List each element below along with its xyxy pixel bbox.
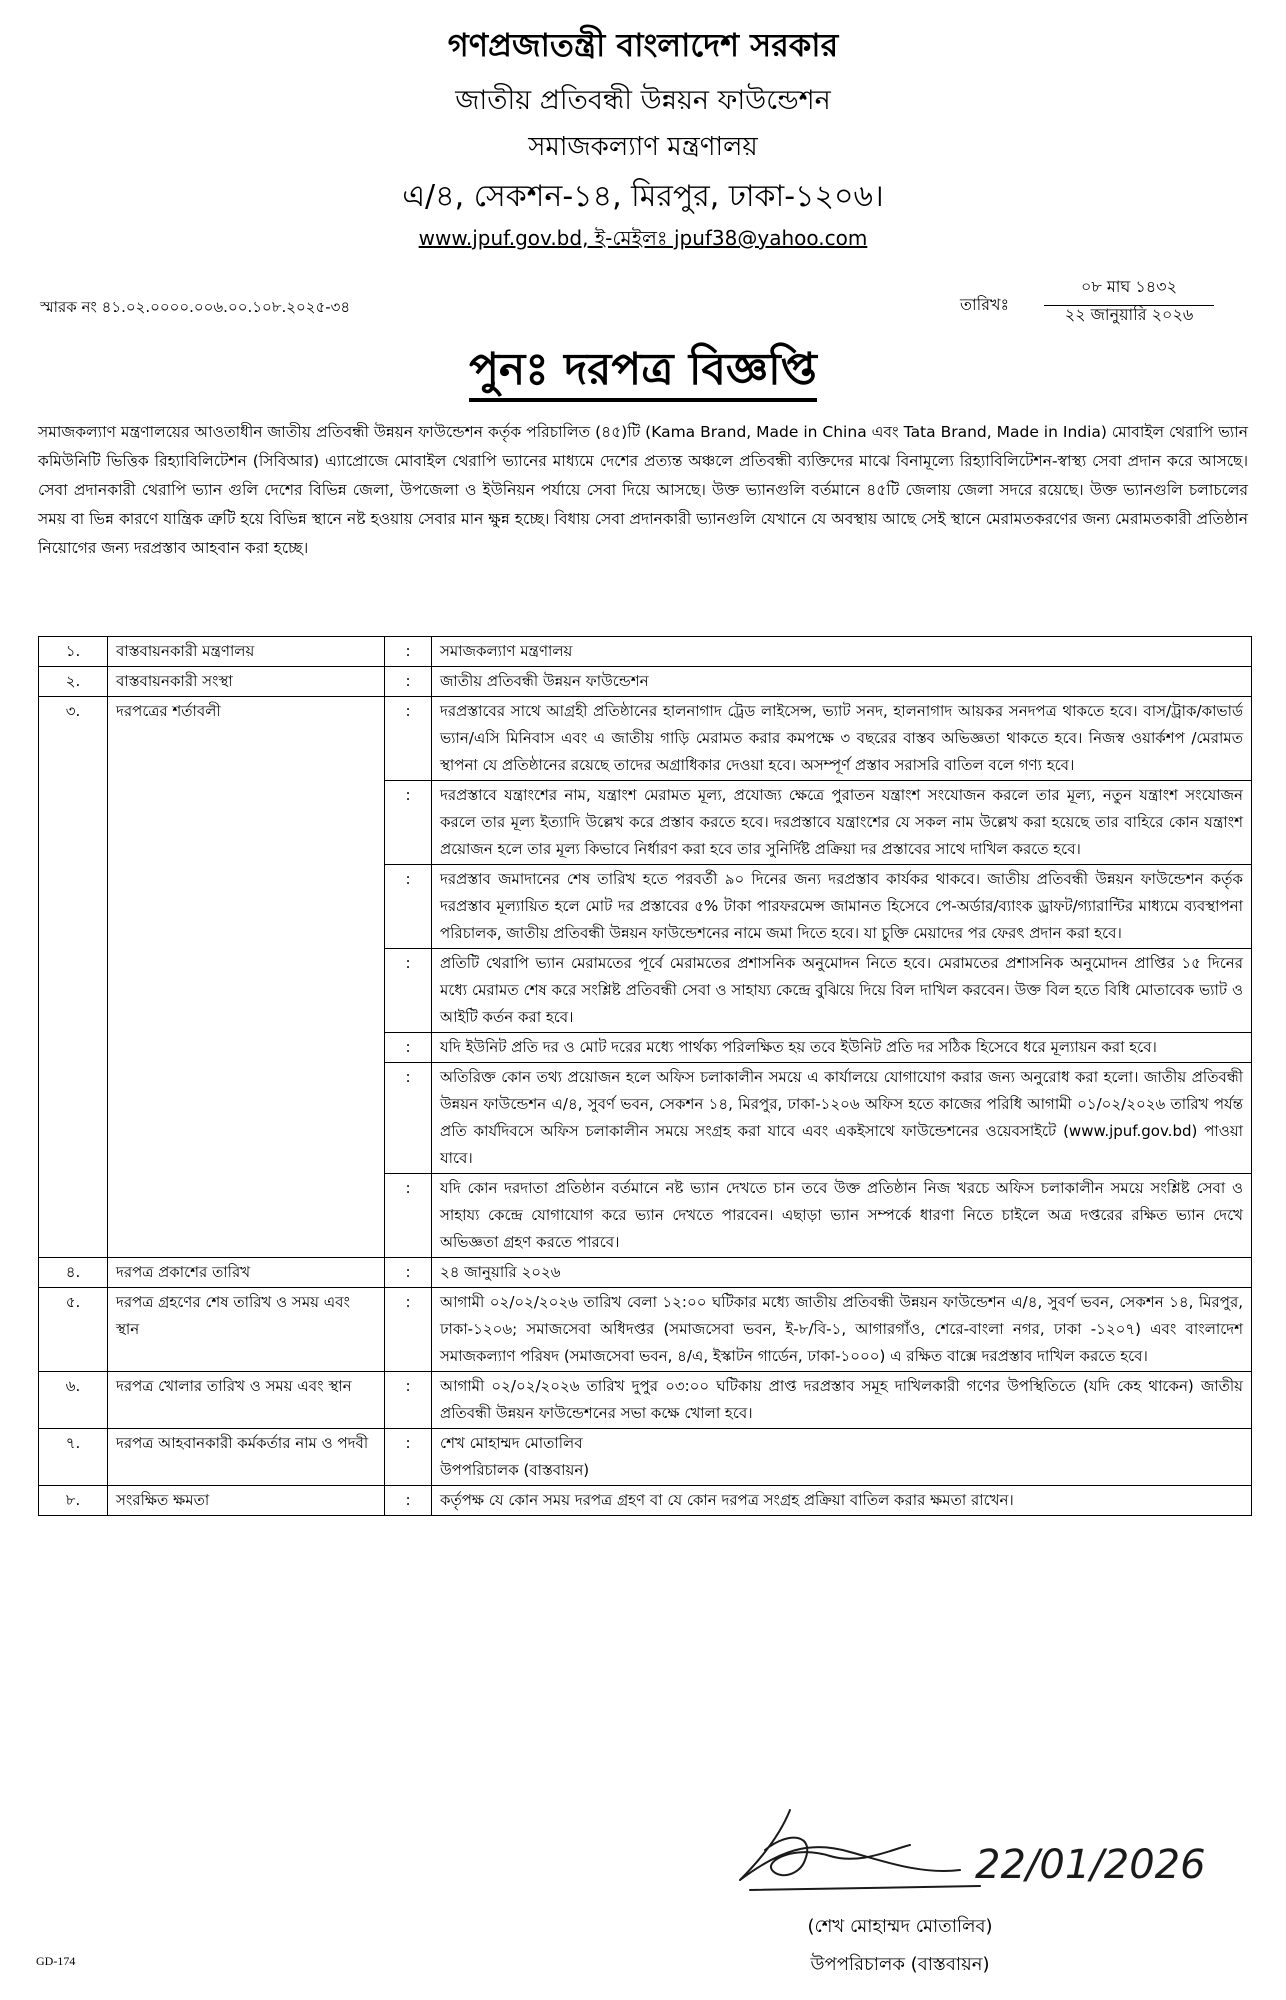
ministry-name: সমাজকল্যাণ মন্ত্রণালয় — [528, 132, 758, 162]
row-colon: : — [385, 637, 432, 667]
row-label: বাস্তবায়নকারী মন্ত্রণালয় — [108, 637, 385, 667]
notice-title: পুনঃ দরপত্র বিজ্ঞপ্তি — [469, 344, 817, 402]
memo-number: স্মারক নং ৪১.০২.০০০০.০০৬.০০.১০৮.২০২৫-৩৪ — [40, 298, 351, 316]
officer-designation: উপপরিচালক (বাস্তবায়ন) — [440, 1461, 590, 1479]
table-row — [39, 1372, 1252, 1429]
row-value: আগামী ০২/০২/২০২৬ তারিখ বেলা ১২:০০ ঘটিকার মধ্যে জাতীয় প্রতিবন্ধী উন্নয়ন ফাউন্ডেশন এ/৪, সুবর্ণ ভবন, সেকশন ১৪, মিরপুর, ঢাকা-১২০৬; সমাজসেবা অধিদপ্তর (সমাজসেবা ভবন, ই-৮/বি-১, আগারগাঁও, শেরে-বাংলা নগর, ঢাকা -১২০৭) এবং বাংলাদেশ সমাজকল্যাণ পরিষদ (সমাজসেবা ভবন, ৪/এ, ইস্কাটন গার্ডেন, ঢাকা-১০০০) এ রক্ষিত বাক্সে দরপ্রস্তাব দাখিল করতে হবে। — [432, 1288, 1252, 1372]
terms-table — [38, 636, 1252, 1516]
table-row — [39, 1486, 1252, 1516]
organization-name: জাতীয় প্রতিবন্ধী উন্নয়ন ফাউন্ডেশন — [455, 85, 831, 116]
row-label: দরপত্র গ্রহণের শেষ তারিখ ও সময় এবং স্থান — [108, 1288, 385, 1372]
row-colon: : — [385, 1174, 432, 1258]
handwritten-signature — [720, 1790, 1240, 1910]
row-value: সমাজকল্যাণ মন্ত্রণালয় — [432, 637, 1252, 667]
table-row — [39, 1288, 1252, 1372]
office-address: এ/৪, সেকশন-১৪, মিরপুর, ঢাকা-১২০৬। — [402, 179, 884, 214]
table-row — [39, 1258, 1252, 1288]
web-email-link[interactable]: www.jpuf.gov.bd, ই-মেইলঃ jpuf38@yahoo.com — [418, 226, 868, 250]
condition-item: দরপ্রস্তাবের সাথে আগ্রহী প্রতিষ্ঠানের হালনাগাদ ট্রেড লাইসেন্স, ভ্যাট সনদ, হালনাগাদ আয়কর সনদপত্র থাকতে হবে। বাস/ট্রাক/কাভার্ড ভ্যান/এসি মিনিবাস এবং এ জাতীয় গাড়ি মেরামত করার কমপক্ষে ৩ বছরের বাস্তব অভিজ্ঞতা থাকতে হবে। নিজস্ব ওয়ার্কশপ /মেরামত স্থাপনা যে প্রতিষ্ঠানের রয়েছে তাদের অগ্রাধিকার দেওয়া হবে। অসম্পূর্ণ প্রস্তাব সরাসরি বাতিল বলে গণ্য হবে। — [432, 697, 1252, 781]
row-number: ৭. — [39, 1429, 108, 1486]
row-colon: : — [385, 1429, 432, 1486]
table-row — [39, 697, 1252, 781]
signature-date: 22/01/2026 — [975, 1842, 1206, 1888]
signatory-name: (শেখ মোহাম্মদ মোতালিব) — [807, 1916, 993, 1937]
condition-item: অতিরিক্ত কোন তথ্য প্রয়োজন হলে অফিস চলাকালীন সময়ে এ কার্যালয়ে যোগাযোগ করার জন্য অনুরোধ করা হলো। জাতীয় প্রতিবন্ধী উন্নয়ন ফাউন্ডেশন এ/৪, সুবর্ণ ভবন, সেকশন ১৪, মিরপুর, ঢাকা-১২০৬ অফিস হতে কাজের পরিধি আগামী ০১/০২/২০২৬ তারিখ পর্যন্ত প্রতি কার্যদিবসে অফিস চলাকালীন সময়ে সংগ্রহ করা যাবে এবং একইসাথে ফাউন্ডেশনের ওয়েবসাইটে (www.jpuf.gov.bd) পাওয়া যাবে। — [432, 1063, 1252, 1174]
row-colon: : — [385, 1033, 432, 1063]
row-label: দরপত্র খোলার তারিখ ও সময় এবং স্থান — [108, 1372, 385, 1429]
condition-item: যদি কোন দরদাতা প্রতিষ্ঠান বর্তমানে নষ্ট ভ্যান দেখতে চান তবে উক্ত প্রতিষ্ঠান নিজ খরচে অফিস চলাকালীন সময়ে সংশ্লিষ্ট সেবা ও সাহায্য কেন্দ্রে যোগাযোগ করে ভ্যান দেখতে পারবেন। এছাড়া ভ্যান সম্পর্কে ধারণা নিতে চাইলে অত্র দপ্তরের রক্ষিত ভ্যান দেখে অভিজ্ঞতা গ্রহণ করতে পারবে। — [432, 1174, 1252, 1258]
row-number: ৩. — [39, 697, 108, 1258]
web-email-line — [0, 224, 1286, 257]
row-label: সংরক্ষিত ক্ষমতা — [108, 1486, 385, 1516]
table-row — [39, 1429, 1252, 1486]
row-label: দরপত্র আহবানকারী কর্মকর্তার নাম ও পদবী — [108, 1429, 385, 1486]
document-code: GD-174 — [36, 1954, 76, 1968]
signatory-designation: উপপরিচালক (বাস্তবায়ন) — [810, 1954, 990, 1975]
row-colon: : — [385, 781, 432, 865]
row-value: আগামী ০২/০২/২০২৬ তারিখ দুপুর ০৩:০০ ঘটিকায় প্রাপ্ত দরপ্রস্তাব সমূহ দাখিলকারী গণের উপস্থিতিতে (যদি কেহ থাকেন) জাতীয় প্রতিবন্ধী উন্নয়ন ফাউন্ডেশনের সভা কক্ষে খোলা হবে। — [432, 1372, 1252, 1429]
table-row — [39, 667, 1252, 697]
officer-name: শেখ মোহাম্মদ মোতালিব — [440, 1434, 583, 1452]
condition-item: দরপ্রস্তাব জমাদানের শেষ তারিখ হতে পরবর্তী ৯০ দিনের জন্য দরপ্রস্তাব কার্যকর থাকবে। জাতীয় প্রতিবন্ধী উন্নয়ন ফাউন্ডেশন কর্তৃক দরপ্রস্তাব মূল্যায়িত হলে মোট দর প্রস্তাবের ৫% টাকা পারফরমেন্স জামানত হিসেবে পে-অর্ডার/ব্যাংক ড্রাফট/গ্যারান্টির মাধ্যমে ব্যবস্থাপনা পরিচালক, জাতীয় প্রতিবন্ধী উন্নয়ন ফাউন্ডেশনের নামে জমা দিতে হবে। যা চুক্তি মেয়াদের পর ফেরৎ প্রদান করা হবে। — [432, 865, 1252, 949]
date-label: তারিখঃ — [960, 295, 1010, 314]
row-colon: : — [385, 865, 432, 949]
row-value: ২৪ জানুয়ারি ২০২৬ — [432, 1258, 1252, 1288]
row-colon: : — [385, 1288, 432, 1372]
row-value: কর্তৃপক্ষ যে কোন সময় দরপত্র গ্রহণ বা যে কোন দরপত্র সংগ্রহ প্রক্রিয়া বাতিল করার ক্ষমতা রাখেন। — [432, 1486, 1252, 1516]
row-number: ৪. — [39, 1258, 108, 1288]
row-colon: : — [385, 949, 432, 1033]
row-label: বাস্তবায়নকারী সংস্থা — [108, 667, 385, 697]
row-value — [432, 1429, 1252, 1486]
condition-item: প্রতিটি থেরাপি ভ্যান মেরামতের পূর্বে মেরামতের প্রশাসনিক অনুমোদন নিতে হবে। মেরামতের প্রশাসনিক অনুমোদন প্রাপ্তির ১৫ দিনের মধ্যে মেরামত শেষ করে সংশ্লিষ্ট প্রতিবন্ধী সেবা ও সাহায্য কেন্দ্রে বুঝিয়ে দিয়ে বিল দাখিল করবেন। উক্ত বিল হতে বিধি মোতাবেক ভ্যাট ও আইটি কর্তন করা হবে। — [432, 949, 1252, 1033]
row-colon: : — [385, 1258, 432, 1288]
row-label: দরপত্র প্রকাশের তারিখ — [108, 1258, 385, 1288]
row-colon: : — [385, 1372, 432, 1429]
row-colon: : — [385, 1486, 432, 1516]
condition-item: যদি ইউনিট প্রতি দর ও মোট দরের মধ্যে পার্থক্য পরিলক্ষিত হয় তবে ইউনিট প্রতি দর সঠিক হিসেবে ধরে মূল্যায়ন করা হবে। — [432, 1033, 1252, 1063]
row-number: ৫. — [39, 1288, 108, 1372]
row-number: ১. — [39, 637, 108, 667]
date-english: ২২ জানুয়ারি ২০২৬ — [1064, 305, 1194, 324]
intro-paragraph: সমাজকল্যাণ মন্ত্রণালয়ের আওতাধীন জাতীয় প্রতিবন্ধী উন্নয়ন ফাউন্ডেশন কর্তৃক পরিচালিত (৪৫)টি (Kama Brand, Made in China এবং Tata Brand, Made in India) মোবাইল থেরাপি ভ্যান কমিউনিটি ভিত্তিক রিহ্যাবিলিটেশন (সিবিআর) এ্যাপ্রোজে মোবাইল থেরাপি ভ্যানের মাধ্যমে দেশের প্রত্যন্ত অঞ্চলে প্রতিবন্ধী ব্যক্তিদের মাঝে বিনামূল্যে রিহ্যাবিলিটেশন-স্বাস্থ্য সেবা প্রদান করে আসছে। সেবা প্রদানকারী থেরাপি ভ্যান গুলি দেশের বিভিন্ন জেলা, উপজেলা ও ইউনিয়ন পর্যায়ে সেবা দিয়ে আসছে। উক্ত ভ্যানগুলি বর্তমানে ৪৫টি জেলায় জেলা সদরে রয়েছে। উক্ত ভ্যানগুলি চলাচলের সময় বা ভিন্ন কারণে যান্ত্রিক ত্রুটি হয়ে বিভিন্ন স্থানে নষ্ট হওয়ায় সেবার মান ক্ষুন্ন হচ্ছে। বিধায় সেবা প্রদানকারী ভ্যানগুলি যেখানে যে অবস্থায় আছে সেই স্থানে মেরামতকরণের জন্য মেরামতকারী প্রতিষ্ঠান নিয়োগের জন্য দরপ্রস্তাব আহবান করা হচ্ছে। — [38, 423, 1248, 557]
row-colon: : — [385, 697, 432, 781]
row-colon: : — [385, 1063, 432, 1174]
notice-title-wrap — [0, 336, 1286, 409]
row-number: ৬. — [39, 1372, 108, 1429]
table-row — [39, 637, 1252, 667]
government-heading: গণপ্রজাতন্ত্রী বাংলাদেশ সরকার — [447, 26, 839, 64]
date-bangla: ০৮ মাঘ ১৪৩২ — [1044, 274, 1214, 306]
row-value: জাতীয় প্রতিবন্ধী উন্নয়ন ফাউন্ডেশন — [432, 667, 1252, 697]
condition-item: দরপ্রস্তাবে যন্ত্রাংশের নাম, যন্ত্রাংশ মেরামত মূল্য, প্রযোজ্য ক্ষেত্রে পুরাতন যন্ত্রাংশ সংযোজন করলে তার মূল্য, নতুন যন্ত্রাংশ সংযোজন করলে তার মূল্য ইত্যাদি উল্লেখ করে প্রস্তাব করতে হবে। দরপ্রস্তাবে যন্ত্রাংশের যে সকল নাম উল্লেখ করা হয়েছে তার বাহিরে কোন যন্ত্রাংশ প্রয়োজন হলে তার মূল্য কিভাবে নির্ধারণ করা হবে তার সুনির্দিষ্ট প্রক্রিয়া দর প্রস্তাবের সাথে দাখিল করতে হবে। — [432, 781, 1252, 865]
row-colon: : — [385, 667, 432, 697]
row-number: ২. — [39, 667, 108, 697]
row-label: দরপত্রের শর্তাবলী — [108, 697, 385, 1258]
row-number: ৮. — [39, 1486, 108, 1516]
